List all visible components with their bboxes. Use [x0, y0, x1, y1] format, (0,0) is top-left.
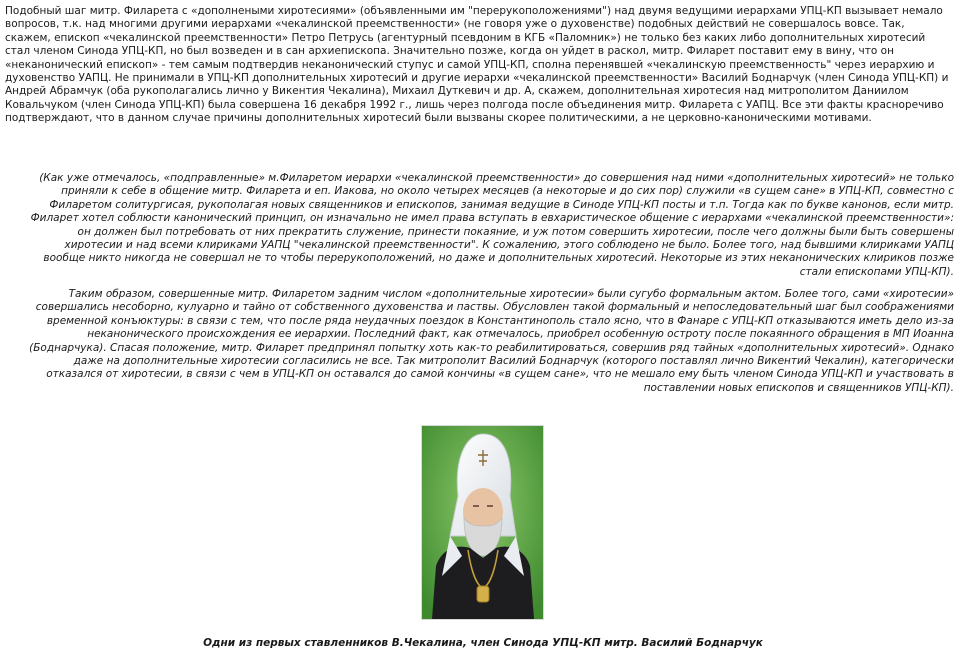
- portrait-photo-illustration: [422, 426, 543, 619]
- photo-caption: Одни из первых ставленников В.Чекалина, член Синода УПЦ-КП митр. Василий Боднарчук: [203, 637, 763, 649]
- paragraph-2-italic: (Как уже отмечалось, «подправленные» м.Филаретом иерархи «чекалинской преемственности» до совершения над ними «дополнительных хиротесий» не только приняли к себе в общение митр. Филарета и еп. Иакова, но около четырех месяцев (а некоторые и до сих пор) служили «в сущем сане» в УПЦ-КП, совместно с Филаретом солитургисая, рукополагая новых священников и епископов, занимая ведущие в Синоде УПЦ-КП посты и т.п. Тогда как по букве канонов, если митр. Филарет хотел соблюсти канонический принцип, он изначально не имел права вступать в евхаристическое общение с иерархами «чекалинской преемственности»: он должен был потребовать от них прекратить служение, принести покаяние, и уж потом совершить хиротесии, после чего должны были быть совершены хиротесии и над всеми клириками УАПЦ "чекалинской преемственности". К сожалению, этого соблюдено не было. Более того, над бывшими клириками УАПЦ вообще никто никогда не совершал не то чтобы перерукоположений, но даже и дополнительных хиротесий. Некоторые из этих неканонических клириков позже стали епископами УПЦ-КП).: [30, 172, 954, 278]
- paragraph-3-italic: Таким образом, совершенные митр. Филаретом задним числом «дополнительные хиротесии» были сугубо формальным актом. Более того, сами «хиротесии» совершались несоборно, кулуарно и тайно от собственного духовенства и паствы. Обусловлен такой формальный и непоследовательный шаг был соображениями временной конъюктуры: в связи с тем, что после ряда неудачных поездок в Константинополь стало ясно, что в Фанаре с УПЦ-КП отказываются иметь дело из-за неканонического происхождения ее иерархии. Последний факт, как отмечалось, приобрел особенную остроту после покаянного обращения в МП Иоанна (Боднарчука). Спасая положение, митр. Филарет предпринял попытку хоть как-то реабилитироваться, совершив ряд тайных «дополнительных хиротесий». Однако даже на дополнительные хиротесии согласились не все. Так митрополит Василий Боднарчук (которого поставлял лично Викентий Чекалин), категорически отказался от хиротесии, в связи с чем в УПЦ-КП он оставался до самой кончины «в сущем сане», что не мешало ему быть членом Синода УПЦ-КП и участвовать в поставлении новых епископов и священников УПЦ-КП).: [29, 288, 954, 394]
- paragraph-1: Подобный шаг митр. Филарета с «дополнеными хиротесиями» (объявленными им "перерукоположениями") над двумя ведущими иерархами УПЦ-КП вызывает немало вопросов, т.к. над многими другими иерархами «чекалинской преемственности» (не говоря уже о духовенстве) подобных действий не совершалось вовсе. Так, скажем, епископ «чекалинской преемственности» Петро Петрусь (агентурный псевдоним в КГБ «Паломник») не только без каких либо дополнительных хиротесий стал членом Синода УПЦ-КП, но был возведен и в сан архиепископа. Значительно позже, когда он уйдет в раскол, митр. Филарет поставит ему в вину, что он «неканонический епископ» - тем самым подтвердив неканонический ступус и самой УПЦ-КП, сполна перенявшей «чекалинскую преемственность" через иерархию и духовенство УАПЦ. Не принимали в УПЦ-КП дополнительных хиротесий и другие иерархи «чекалинской преемственности» Василий Боднарчук (член Синода УПЦ-КП) и Андрей Абрамчук (оба рукополагались лично у Викентия Чекалина), Михаил Дуткевич и др. А, скажем, дополнительная хиротесия над митрополитом Даниилом Ковальчуком (член Синода УПЦ-КП) была совершена 16 декабря 1992 г., лишь через полгода после объединения митр. Филарета с УАПЦ. Все эти факты красноречиво подтверждают, что в данном случае причины дополнительных хиротесий были вызваны скорее политическими, а не церковно-каноническими мотивами.: [5, 5, 949, 125]
- portrait-photo: [421, 425, 544, 620]
